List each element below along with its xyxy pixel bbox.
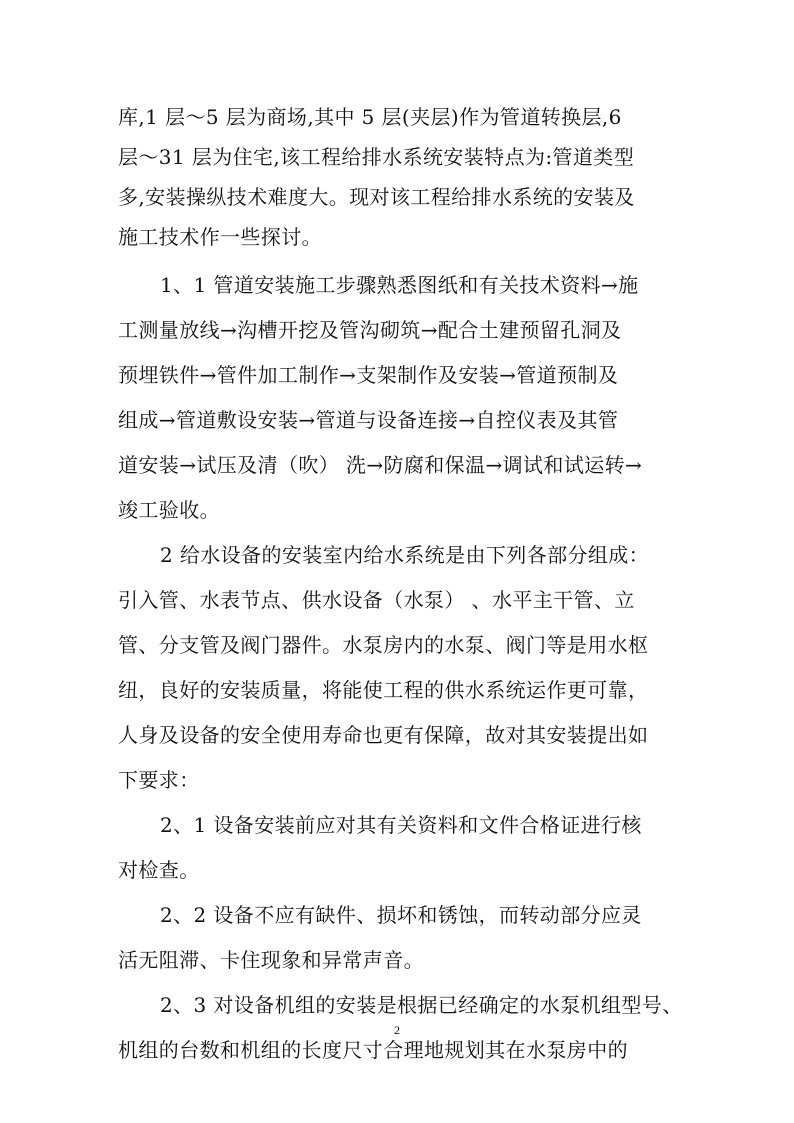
- text-line: 管、分支管及阀门器件。水泵房内的水泵、阀门等是用水枢: [118, 633, 649, 657]
- text-line: 库,1 层～5 层为商场,其中 5 层(夹层)作为管道转换层,6: [118, 105, 622, 129]
- text-line: 1、1 管道安装施工步骤熟悉图纸和有关技术资料→施: [160, 273, 639, 297]
- text-line: 2、3 对设备机组的安装是根据已经确定的水泵机组型号、: [160, 993, 683, 1017]
- text-line: 纽，良好的安装质量，将能使工程的供水系统运作更可靠，: [118, 678, 649, 702]
- text-line: 机组的台数和机组的长度尺寸合理地规划其在水泵房中的: [118, 1038, 628, 1062]
- text-line: 下要求：: [118, 768, 200, 792]
- text-line: 组成→管道敷设安装→管道与设备连接→自控仪表及其管: [118, 408, 619, 432]
- text-line: 对检查。: [118, 858, 200, 882]
- text-line: 施工技术作一些探讨。: [118, 225, 322, 249]
- text-line: 2、1 设备安装前应对其有关资料和文件合格证进行核: [160, 813, 642, 837]
- page-number: 2: [394, 1023, 400, 1037]
- text-line: 活无阻滞、卡住现象和异常声音。: [118, 948, 424, 972]
- text-line: 2 给水设备的安装室内给水系统是由下列各部分组成：: [160, 543, 650, 567]
- text-line: 人身及设备的安全使用寿命也更有保障，故对其安装提出如: [118, 723, 649, 747]
- text-line: 预埋铁件→管件加工制作→支架制作及安装→管道预制及: [118, 363, 619, 387]
- text-line: 竣工验收。: [118, 498, 220, 522]
- text-line: 2、2 设备不应有缺件、损坏和锈蚀，而转动部分应灵: [160, 903, 642, 927]
- text-line: 工测量放线→沟槽开挖及管沟砌筑→配合土建预留孔洞及: [118, 318, 622, 342]
- text-line: 引入管、水表节点、供水设备（水泵） 、水平主干管、立: [118, 588, 635, 612]
- text-line: 层～31 层为住宅,该工程给排水系统安装特点为:管道类型: [118, 145, 635, 169]
- text-line: 多,安装操纵技术难度大。现对该工程给排水系统的安装及: [118, 185, 635, 209]
- text-line: 道安装→试压及清（吹） 洗→防腐和保温→调试和试运转→: [118, 453, 643, 477]
